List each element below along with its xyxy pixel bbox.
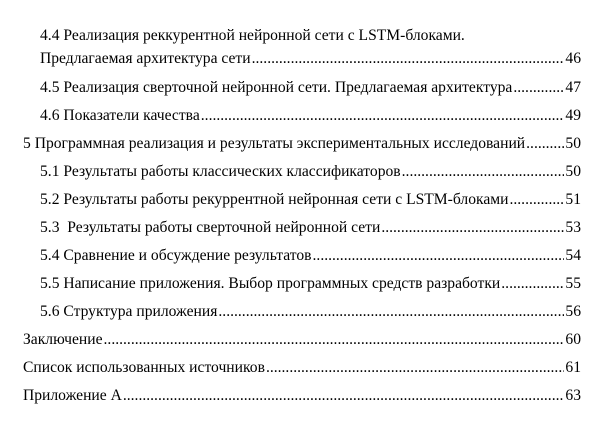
dot-leader [252,49,565,69]
toc-entry-title: 5.3 Результаты работы сверточной нейронной сети [40,219,381,236]
toc-entry-title: Предлагаемая архитектура сети [40,50,251,67]
toc-entry-4-4[interactable] [40,49,581,69]
toc-entry-5[interactable] [23,134,581,154]
dot-leader [402,162,565,182]
toc-page-number: 50 [565,163,581,180]
toc-entry-5-5[interactable] [40,274,581,294]
toc-page-number: 49 [565,107,581,124]
toc-entry-4-5[interactable] [40,78,581,98]
toc-entry-5-4[interactable] [40,246,581,266]
toc-entry-appendix-a[interactable] [23,386,581,406]
toc-entry-title: 5.5 Написание приложения. Выбор программных средств разработки [40,275,501,292]
toc-page-number: 63 [565,387,581,404]
toc-page-number: 61 [565,359,581,376]
toc-entry-title: Список использованных источников [23,359,265,376]
toc-page-number: 50 [565,135,581,152]
toc-page-number: 56 [565,303,581,320]
toc-entry-title: 4.5 Реализация сверточной нейронной сети. Предлагаемая архитектура [40,79,513,96]
toc-entry-4-6[interactable] [40,106,581,126]
toc-entry-title: 5.6 Структура приложения [40,303,218,320]
toc-page-number: 53 [565,219,581,236]
dot-leader [201,106,565,126]
dot-leader [266,358,564,378]
dot-leader [513,78,564,98]
toc-page-number: 46 [565,50,581,67]
toc-entry-title: 5 Программная реализация и результаты экспериментальных исследований [23,135,526,152]
dot-leader [501,274,564,294]
dot-leader [218,302,564,322]
toc-entry-5-2[interactable] [40,190,581,210]
toc-entry-4-4-line1: 4.4 Реализация реккурентной нейронной сети с LSTM-блоками. [40,27,465,44]
toc-entry-title: Заключение [23,331,103,348]
toc-entry-references[interactable] [23,358,581,378]
toc-entry-title: 5.1 Результаты работы классических классификаторов [40,163,401,180]
toc-page-number: 54 [565,247,581,264]
toc-entry-conclusion[interactable] [23,330,581,350]
toc-page-number: 60 [565,331,581,348]
toc-entry-title: Приложение А [23,387,122,404]
toc-entry-title: 5.2 Результаты работы рекуррентной нейронная сети с LSTM-блоками [40,191,509,208]
toc-entry-5-1[interactable] [40,162,581,182]
toc-page-number: 51 [565,191,581,208]
dot-leader [526,134,564,154]
toc-entry-title: 4.6 Показатели качества [40,107,200,124]
dot-leader [509,190,564,210]
toc-page-number: 55 [565,275,581,292]
toc-page-number: 47 [565,79,581,96]
toc-entry-title: 5.4 Сравнение и обсуждение результатов [40,247,312,264]
toc-entry-5-3[interactable] [40,218,581,238]
dot-leader [313,246,565,266]
dot-leader [381,218,564,238]
dot-leader [104,330,565,350]
dot-leader [123,386,565,406]
toc-entry-5-6[interactable] [40,302,581,322]
